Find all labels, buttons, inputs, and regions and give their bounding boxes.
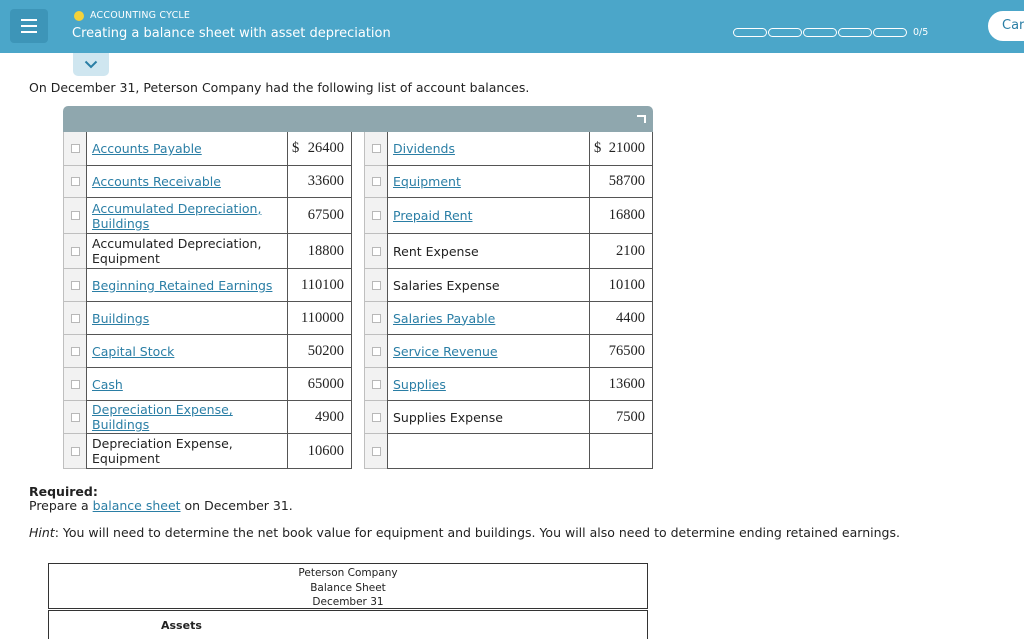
checkbox-icon[interactable] [71, 347, 80, 356]
right-account-row [364, 302, 653, 335]
account-amount-cell [589, 434, 653, 469]
account-amount-cell [589, 269, 653, 302]
row-select-cell[interactable] [63, 434, 86, 469]
account-amount-cell [287, 198, 352, 234]
left-account-row [63, 132, 352, 166]
row-select-cell[interactable] [364, 166, 387, 198]
account-amount-cell [287, 335, 352, 368]
account-name-cell[interactable] [86, 132, 287, 166]
account-amount-cell [287, 269, 352, 302]
progress-segment [803, 28, 837, 37]
account-amount-cell [589, 302, 653, 335]
row-select-cell[interactable] [63, 198, 86, 234]
right-account-row [364, 198, 653, 234]
prepare-suffix: on December 31. [184, 498, 293, 513]
progress-segment [768, 28, 802, 37]
account-amount: 33600 [307, 173, 344, 189]
account-name-cell[interactable] [387, 166, 589, 198]
account-amount: 110000 [301, 309, 344, 326]
assets-heading: Assets [161, 619, 202, 632]
topic-row [74, 10, 190, 21]
row-select-cell[interactable] [364, 234, 387, 269]
progress-count: 0/5 [913, 27, 929, 38]
account-name-cell[interactable] [86, 335, 287, 368]
assignment-title: Creating a balance sheet with asset depreciation [72, 26, 391, 41]
required-heading: Required: [29, 484, 98, 499]
account-name: Depreciation Expense, Equipment [92, 436, 233, 466]
table-toolbar [63, 106, 653, 132]
account-amount: 18800 [307, 242, 344, 259]
account-amount-cell [589, 401, 653, 434]
collapse-toggle[interactable] [73, 53, 109, 76]
row-select-cell[interactable] [364, 198, 387, 234]
account-name-cell[interactable] [86, 166, 287, 198]
account-name-cell[interactable] [387, 368, 589, 401]
account-amount-cell [287, 368, 352, 401]
account-name: Accumulated Depreciation, Equipment [92, 236, 262, 266]
checkbox-icon[interactable] [71, 211, 80, 220]
account-name-cell[interactable] [387, 335, 589, 368]
account-amount: 16800 [608, 207, 645, 223]
right-account-row [364, 335, 653, 368]
row-select-cell[interactable] [364, 401, 387, 434]
row-select-cell[interactable] [63, 368, 86, 401]
row-select-cell[interactable] [364, 368, 387, 401]
checkbox-icon[interactable] [372, 380, 381, 389]
checkbox-icon[interactable] [71, 447, 80, 456]
account-name-link[interactable]: Supplies [393, 376, 446, 392]
account-amount: 10600 [307, 442, 344, 459]
right-account-row [364, 269, 653, 302]
account-name-cell[interactable] [86, 269, 287, 302]
account-name-link[interactable]: Accounts Payable [92, 141, 202, 156]
checkbox-icon[interactable] [372, 247, 381, 256]
account-amount: 7500 [616, 408, 645, 425]
company-name: Peterson Company [298, 567, 398, 579]
checkbox-icon[interactable] [71, 380, 80, 389]
account-name-cell [387, 269, 589, 302]
account-amount-cell [589, 132, 653, 166]
hint-text [29, 525, 900, 540]
account-amount: 13600 [608, 375, 645, 392]
left-account-row [63, 234, 352, 269]
left-account-row [63, 198, 352, 234]
statement-name: Balance Sheet [310, 581, 386, 594]
account-amount: 2100 [616, 242, 645, 259]
row-select-cell[interactable] [364, 269, 387, 302]
checkbox-icon[interactable] [372, 413, 381, 422]
checkbox-icon[interactable] [372, 447, 381, 456]
left-account-row [63, 368, 352, 401]
topic-label: ACCOUNTING CYCLE [90, 10, 191, 21]
checkbox-icon[interactable] [372, 177, 381, 186]
account-amount: 26400 [307, 140, 344, 156]
account-name-link[interactable]: Depreciation Expense, Buildings [92, 402, 233, 432]
topic-status-dot-icon [74, 11, 84, 21]
account-name-link[interactable]: Accounts Receivable [92, 174, 221, 189]
hint-label: Hint [29, 525, 55, 540]
left-account-row [63, 335, 352, 368]
account-name-cell[interactable] [387, 198, 589, 234]
balance-sheet-link[interactable]: balance sheet [92, 498, 181, 513]
cart-button[interactable]: Car [988, 11, 1024, 41]
account-amount-cell [287, 434, 352, 469]
account-amount: 65000 [307, 375, 344, 392]
account-amount-cell [287, 302, 352, 335]
account-amount: 110100 [301, 276, 344, 293]
account-amount: 67500 [307, 207, 344, 223]
account-name-cell [387, 434, 589, 469]
expand-corner-icon[interactable] [637, 115, 646, 123]
progress-segment [873, 28, 907, 37]
progress-segment [838, 28, 872, 37]
row-select-cell[interactable] [63, 132, 86, 166]
chevron-down-icon [84, 60, 98, 69]
account-name-link[interactable]: Beginning Retained Earnings [92, 277, 273, 293]
account-name-link[interactable]: Service Revenue [393, 343, 498, 359]
account-name-cell[interactable] [86, 302, 287, 335]
required-instruction [29, 498, 293, 513]
row-select-cell[interactable] [63, 335, 86, 368]
menu-icon-bar [21, 31, 37, 33]
account-amount-cell [287, 132, 352, 166]
account-amount-cell [287, 401, 352, 434]
checkbox-icon[interactable] [71, 314, 80, 323]
checkbox-icon[interactable] [372, 281, 381, 290]
account-amount: 50200 [307, 342, 344, 359]
row-select-cell[interactable] [364, 434, 387, 469]
account-name-cell[interactable] [387, 302, 589, 335]
checkbox-icon[interactable] [71, 177, 80, 186]
account-name-cell[interactable] [387, 132, 589, 166]
account-amount-cell [589, 234, 653, 269]
account-amount-cell [287, 234, 352, 269]
checkbox-icon[interactable] [372, 211, 381, 220]
balance-sheet-body [48, 610, 648, 639]
account-amount: 10100 [608, 276, 645, 293]
account-name-link[interactable]: Cash [92, 376, 123, 392]
prepare-prefix: Prepare a [29, 498, 89, 513]
hint-body: : You will need to determine the net book value for equipment and buildings. You will also need to determine ending retained earnings. [54, 525, 900, 540]
account-name-cell [387, 234, 589, 269]
balance-sheet-header [48, 563, 648, 609]
account-name-link[interactable]: Capital Stock [92, 343, 175, 359]
left-account-row [63, 302, 352, 335]
checkbox-icon[interactable] [372, 314, 381, 323]
row-select-cell[interactable] [63, 302, 86, 335]
account-amount: 58700 [608, 173, 645, 189]
statement-date: December 31 [312, 596, 384, 608]
checkbox-icon[interactable] [71, 144, 80, 153]
account-amount: 4900 [315, 408, 344, 425]
account-amount: 76500 [608, 342, 645, 359]
account-amount-cell [589, 335, 653, 368]
account-name-cell [86, 434, 287, 469]
account-name-link[interactable]: Buildings [92, 310, 150, 326]
left-account-row [63, 166, 352, 198]
account-name: Rent Expense [393, 243, 479, 259]
right-account-row [364, 368, 653, 401]
menu-icon-bar [21, 19, 37, 21]
row-select-cell[interactable] [364, 335, 387, 368]
account-name-cell [387, 401, 589, 434]
checkbox-icon[interactable] [372, 347, 381, 356]
account-name: Salaries Expense [393, 277, 500, 293]
account-amount-cell [589, 166, 653, 198]
account-amount-cell [589, 368, 653, 401]
row-select-cell[interactable] [63, 269, 86, 302]
menu-button[interactable] [10, 9, 48, 43]
account-name-cell [86, 234, 287, 269]
account-amount: 4400 [616, 309, 645, 326]
menu-icon-bar [21, 25, 37, 27]
intro-text: On December 31, Peterson Company had the following list of account balances. [29, 80, 530, 95]
left-account-row [63, 434, 352, 469]
checkbox-icon[interactable] [71, 281, 80, 290]
left-account-row [63, 401, 352, 434]
account-amount-cell [287, 166, 352, 198]
right-account-row [364, 234, 653, 269]
right-account-row [364, 434, 653, 469]
top-header [0, 0, 1024, 53]
dollar-sign: $ [594, 140, 602, 156]
left-account-row [63, 269, 352, 302]
checkbox-icon[interactable] [372, 144, 381, 153]
checkbox-icon[interactable] [71, 247, 80, 256]
account-amount: 21000 [608, 140, 645, 156]
progress-segment [733, 28, 767, 37]
checkbox-icon[interactable] [71, 413, 80, 422]
account-name-cell[interactable] [86, 401, 287, 434]
account-name-link[interactable]: Prepaid Rent [393, 208, 473, 223]
account-name-cell[interactable] [86, 198, 287, 234]
account-name-link[interactable]: Salaries Payable [393, 310, 496, 326]
progress-indicator [733, 27, 928, 38]
account-name-link[interactable]: Dividends [393, 141, 455, 156]
row-select-cell[interactable] [63, 234, 86, 269]
dollar-sign: $ [292, 140, 300, 156]
right-account-row [364, 132, 653, 166]
account-name-link[interactable]: Equipment [393, 174, 461, 189]
right-account-row [364, 166, 653, 198]
row-select-cell[interactable] [63, 166, 86, 198]
row-select-cell[interactable] [63, 401, 86, 434]
account-amount-cell [589, 198, 653, 234]
row-select-cell[interactable] [364, 302, 387, 335]
account-name: Supplies Expense [393, 409, 503, 425]
account-name-cell[interactable] [86, 368, 287, 401]
row-select-cell[interactable] [364, 132, 387, 166]
right-account-row [364, 401, 653, 434]
account-name-link[interactable]: Accumulated Depreciation, Buildings [92, 200, 262, 231]
